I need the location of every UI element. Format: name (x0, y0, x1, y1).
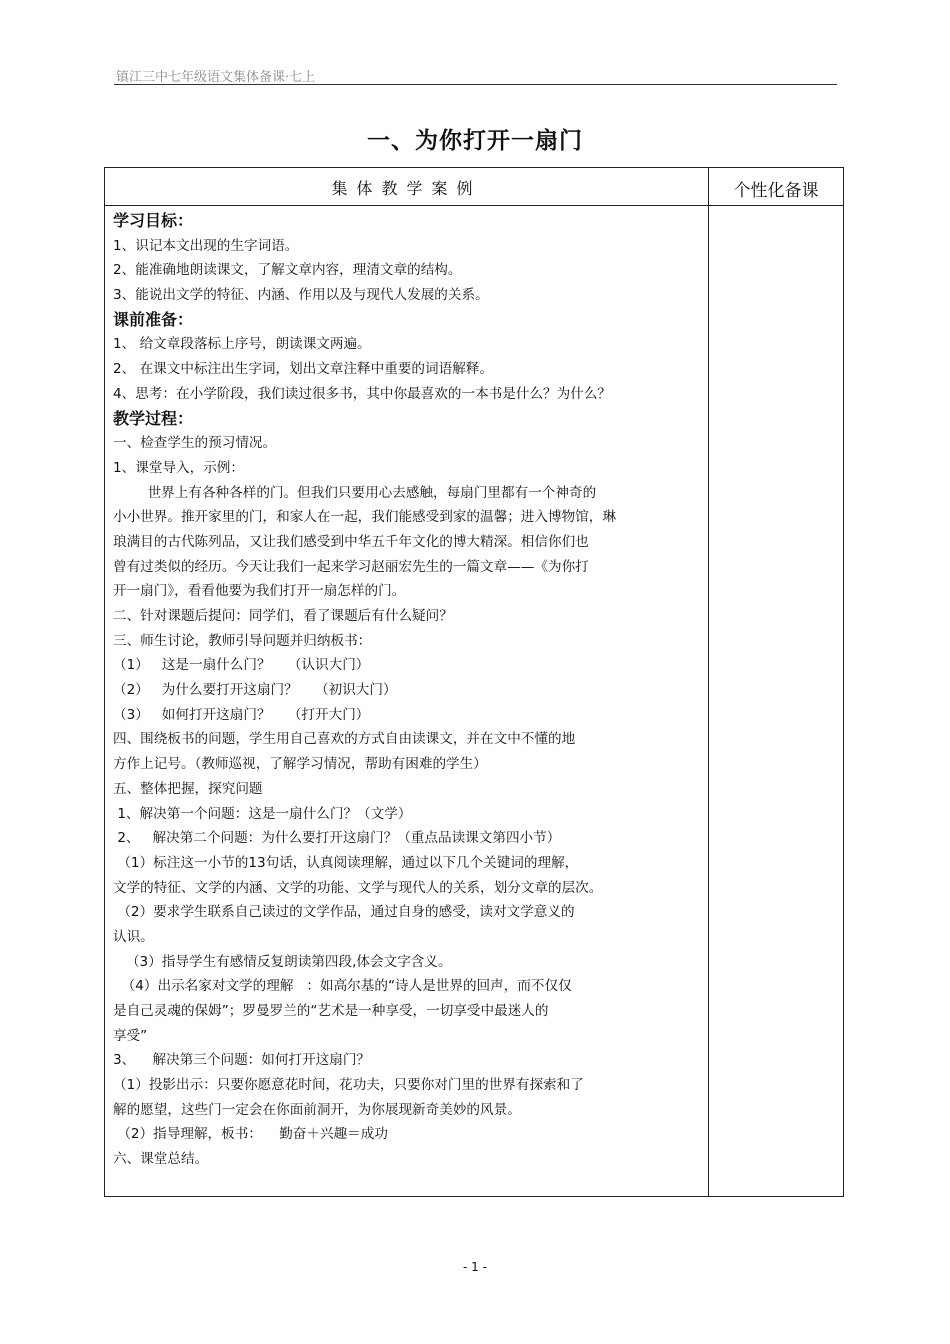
column-divider (708, 168, 709, 1196)
section-heading: 课前准备： (113, 309, 194, 329)
content-line: （3）指导学生有感情反复朗读第四段,体会文字含义。 (113, 953, 452, 970)
header-rule (114, 84, 837, 85)
content-line: （4）出示名家对文学的理解 ：如高尔基的“诗人是世界的回声，而不仅仅 (113, 978, 572, 995)
content-line: （2） 为什么要打开这扇门？ （初识大门） (113, 682, 397, 699)
running-header: 镇江三中七年级语文集体备课·七上 (116, 70, 316, 85)
page-number: - 1 - (463, 1260, 487, 1274)
content-line: 小小世界。推开家里的门，和家人在一起，我们能感受到家的温馨；进入博物馆，琳 (113, 509, 616, 526)
content-line: （2）要求学生联系自己读过的文学作品，通过自身的感受，读对文学意义的 (113, 904, 575, 921)
content-line: （1）投影出示：只要你愿意花时间，花功夫，只要你对门里的世界有探索和了 (113, 1077, 584, 1094)
content-line: 四、围绕板书的问题，学生用自己喜欢的方式自由读课文，并在文中不懂的地 (113, 731, 576, 748)
content-line: 二、针对课题后提问：同学们，看了课题后有什么疑问？ (113, 608, 453, 624)
content-line: 1、解决第一个问题：这是一扇什么门？（文学） (113, 805, 412, 822)
content-line: （2）指导理解，板书： 勤奋＋兴趣＝成功 (113, 1126, 388, 1143)
section-heading: 教学过程： (113, 408, 194, 428)
content-line: 4、思考：在小学阶段，我们读过很多书，其中你最喜欢的一本书是什么？为什么？ (113, 385, 612, 402)
content-line: 2、能准确地朗读课文，了解文章内容，理清文章的结构。 (113, 262, 462, 279)
content-line: 解的愿望，这些门一定会在你面前洞开，为你展现新奇美妙的风景。 (113, 1101, 521, 1118)
section-heading: 学习目标： (113, 211, 194, 230)
content-line: 2、 解决第二个问题：为什么要打开这扇门？（重点品读课文第四小节） (113, 830, 561, 847)
content-line: 文学的特征、文学的内涵、文学的功能、文学与现代人的关系，划分文章的层次。 (113, 879, 603, 896)
content-line: 三、师生讨论，教师引导问题并归纳板书： (113, 632, 372, 649)
page-title: 一、为你打开一扇门 (367, 128, 583, 154)
content-line: 是自己灵魂的保姆”；罗曼罗兰的“艺术是一种享受，一切享受中最迷人的 (113, 1003, 549, 1019)
content-line: 认识。 (113, 928, 154, 945)
content-line: 曾有过类似的经历。今天让我们一起来学习赵丽宏先生的一篇文章——《为你打 (113, 558, 589, 575)
content-line: （1） 这是一扇什么门？ （认识大门） (113, 657, 370, 674)
content-line: 开一扇门》，看看他要为我们打开一扇怎样的门。 (113, 583, 406, 600)
lesson-table (104, 167, 844, 1197)
content-line: （1）标注这一小节的13句话，认真阅读理解，通过以下几个关键词的理解， (113, 854, 579, 871)
content-line: 3、 解决第三个问题：如何打开这扇门？ (113, 1052, 371, 1069)
content-line: 六、课堂总结。 (113, 1151, 209, 1168)
content-line: 享受” (113, 1027, 148, 1044)
column-header-collective: 集体教学案例 (331, 179, 482, 198)
content-line: 一、检查学生的预习情况。 (113, 435, 277, 452)
column-header-personal: 个性化备课 (733, 181, 819, 201)
content-line: 2、 在课文中标注出生字词，划出文章注释中重要的词语解释。 (113, 361, 493, 378)
content-line: 1、 给文章段落标上序号，朗读课文两遍。 (113, 336, 371, 353)
lesson-content (113, 209, 703, 1172)
content-line: 琅满目的古代陈列品，又让我们感受到中华五千年文化的博大精深。相信你们也 (113, 533, 589, 550)
header-row-divider (105, 205, 843, 206)
content-line: 世界上有各种各样的门。但我们只要用心去感触，每扇门里都有一个神奇的 (113, 484, 597, 501)
content-line: 3、能说出文学的特征、内涵、作用以及与现代人发展的关系。 (113, 287, 489, 304)
content-line: 1、识记本文出现的生字词语。 (113, 237, 299, 254)
content-line: （3） 如何打开这扇门？ （打开大门） (113, 706, 370, 723)
content-line: 五、整体把握，探究问题 (113, 780, 263, 797)
content-line: 方作上记号。（教师巡视，了解学习情况，帮助有困难的学生） (113, 756, 487, 773)
content-line: 1、课堂导入，示例： (113, 459, 244, 476)
